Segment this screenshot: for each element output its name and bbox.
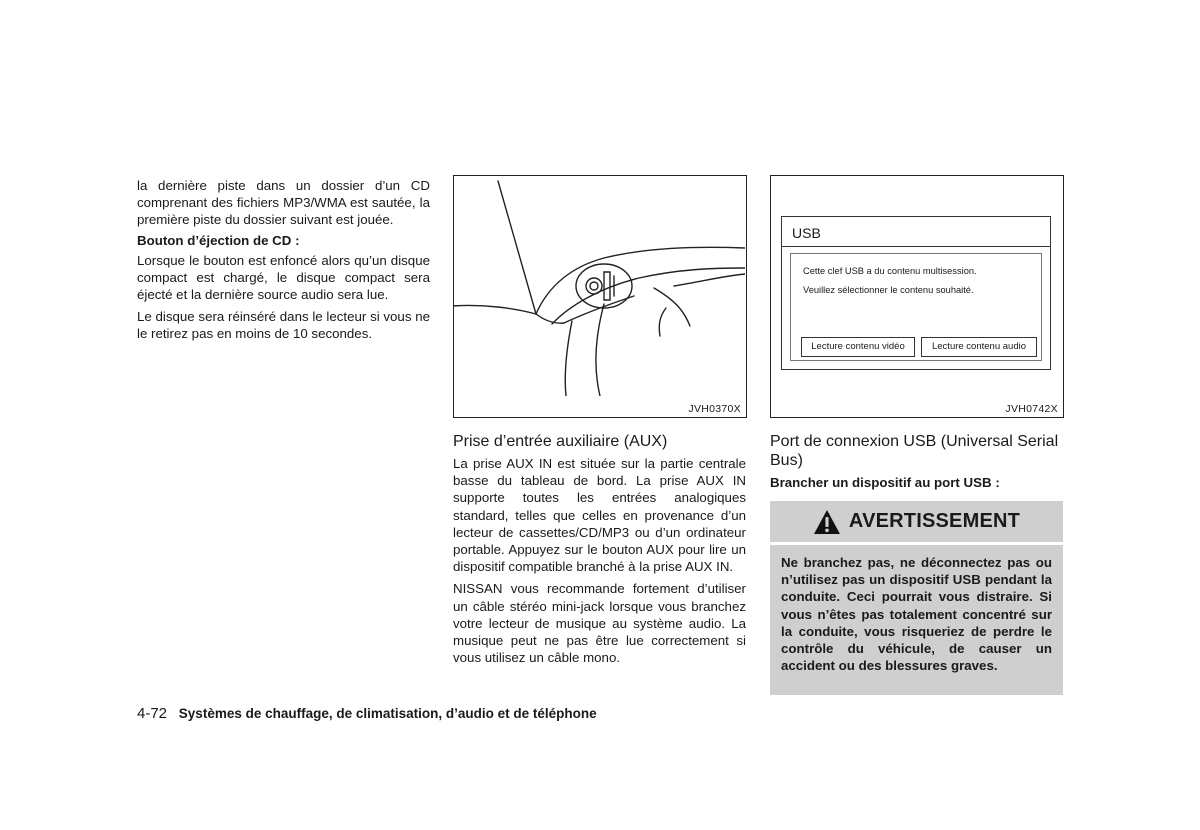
page-footer (137, 705, 597, 722)
paragraph-mp3-skip: la dernière piste dans un dossier d’un CD comprenant des fichiers MP3/WMA est sautée, la première piste du dossier suivant est jouée. (137, 178, 430, 228)
screen-title: USB (792, 225, 821, 241)
usb-section-title: Port de connexion USB (Universal Serial Bus) (770, 433, 1059, 469)
dialog-box (790, 253, 1042, 361)
warning-header (770, 501, 1063, 542)
dialog-message-2: Veuillez sélectionner le contenu souhaité. (803, 285, 974, 295)
aux-paragraph-1: La prise AUX IN est située sur la partie centrale basse du tableau de bord. La prise AUX IN supporte toutes les entrées analogiques standard, telles que celles en provenance d’un lecteur de cassettes/CD/MP3 ou d’un ordinateur portable. Appuyez sur le bouton AUX pour lire un dispositif compatible branché à la prise AUX IN. (453, 456, 746, 575)
footer-title: Systèmes de chauffage, de climatisation, d’audio et de téléphone (178, 706, 597, 721)
aux-paragraph-2: NISSAN vous recommande fortement d’utiliser un câble stéréo mini-jack lorsque vous branchez votre lecteur de musique au système audio. La musique peut ne pas être lue correctement si vous utilisez un câble mono. (453, 581, 746, 666)
divider (782, 246, 1050, 247)
warning-title: AVERTISSEMENT (848, 510, 1021, 532)
warning-triangle-icon (813, 509, 841, 535)
figure-id: JVH0370X (688, 403, 741, 415)
figure-usb-screen (770, 175, 1064, 418)
warning-body (770, 545, 1063, 695)
usb-section (770, 432, 1064, 494)
heading-eject-button: Bouton d’éjection de CD : (137, 232, 300, 248)
usb-subheading: Brancher un dispositif au port USB : (770, 475, 1000, 490)
warning-text: Ne branchez pas, ne déconnectez pas ou n’utilisez pas un dispositif USB pendant la conduite. Ceci pourrait vous distraire. Si vous n’êtes pas totalement concentré sur la conduite, vous risqueriez de perdre le contrôle du véhicule, de causer un accident ou des blessures graves. (781, 555, 1052, 674)
play-audio-button[interactable]: Lecture contenu audio (921, 337, 1037, 357)
aux-section-title: Prise d’entrée auxiliaire (AUX) (453, 433, 668, 450)
page-number: 4-72 (137, 705, 168, 722)
aux-section (453, 432, 746, 666)
paragraph-eject: Lorsque le bouton est enfoncé alors qu’un disque compact est chargé, le disque compact sera éjecté et la dernière source audio sera lue. (137, 252, 430, 303)
paragraph-reinsert: Le disque sera réinséré dans le lecteur si vous ne le retirez pas en moins de 10 secondes. (137, 309, 430, 342)
usb-screen (781, 216, 1051, 370)
aux-jack-illustration (454, 176, 745, 396)
dialog-message-1: Cette clef USB a du contenu multisession. (803, 266, 977, 276)
play-video-button[interactable]: Lecture contenu vidéo (801, 337, 915, 357)
left-column (137, 177, 430, 343)
figure-id: JVH0742X (1005, 403, 1058, 415)
figure-aux-jack (453, 175, 747, 418)
